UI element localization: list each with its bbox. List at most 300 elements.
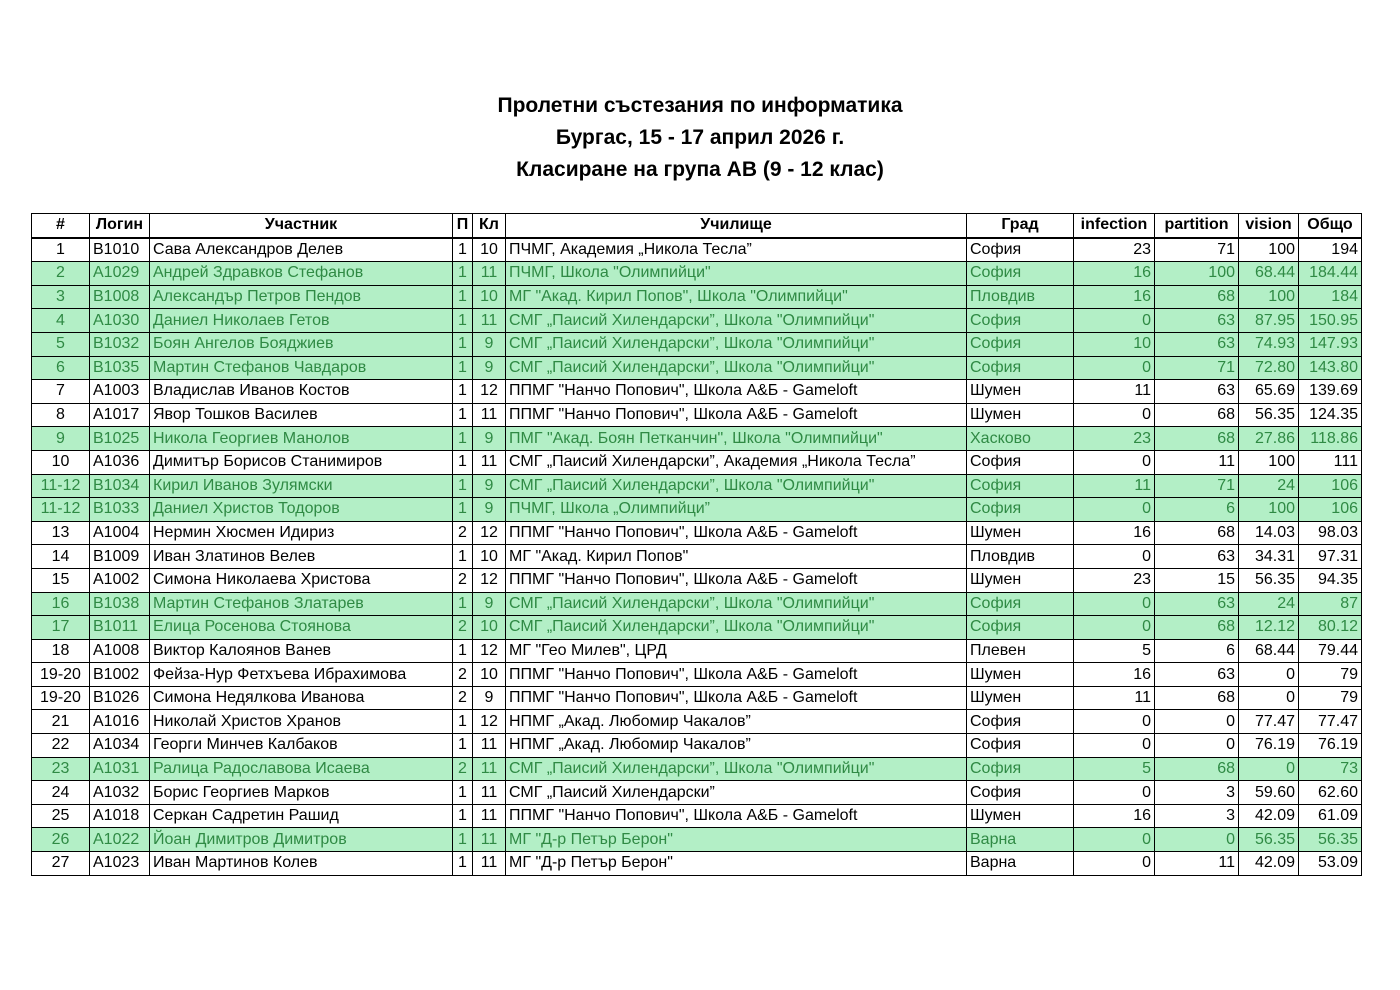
col-header-participant: Участник xyxy=(150,214,453,238)
cell-participant: Симона Николаева Христова xyxy=(150,568,453,592)
cell-rank: 11-12 xyxy=(32,474,90,498)
cell-school: ППМГ "Нанчо Попович", Школа А&Б - Gameloft xyxy=(506,663,967,687)
col-header-infection: infection xyxy=(1074,214,1155,238)
cell-grade: 10 xyxy=(473,238,506,262)
cell-login: A1017 xyxy=(90,403,150,427)
cell-rank: 6 xyxy=(32,356,90,380)
cell-school: СМГ „Паисий Хилендарски”, Школа "Олимпийци" xyxy=(506,592,967,616)
cell-total: 87 xyxy=(1299,592,1362,616)
cell-infection: 11 xyxy=(1074,686,1155,710)
cell-partition: 68 xyxy=(1155,616,1239,640)
cell-infection: 10 xyxy=(1074,332,1155,356)
cell-participant: Даниел Николаев Гетов xyxy=(150,309,453,333)
cell-infection: 11 xyxy=(1074,380,1155,404)
cell-infection: 0 xyxy=(1074,734,1155,758)
cell-p: 1 xyxy=(453,238,473,262)
cell-partition: 0 xyxy=(1155,734,1239,758)
col-header-city: Град xyxy=(967,214,1074,238)
cell-grade: 12 xyxy=(473,710,506,734)
cell-p: 2 xyxy=(453,568,473,592)
col-header-login: Логин xyxy=(90,214,150,238)
cell-city: Пловдив xyxy=(967,545,1074,569)
cell-grade: 11 xyxy=(473,804,506,828)
cell-infection: 16 xyxy=(1074,285,1155,309)
cell-participant: Даниел Христов Тодоров xyxy=(150,498,453,522)
cell-school: СМГ „Паисий Хилендарски”, Школа "Олимпийци" xyxy=(506,474,967,498)
cell-total: 97.31 xyxy=(1299,545,1362,569)
cell-vision: 56.35 xyxy=(1239,568,1299,592)
cell-login: A1004 xyxy=(90,521,150,545)
cell-participant: Владислав Иванов Костов xyxy=(150,380,453,404)
cell-partition: 68 xyxy=(1155,427,1239,451)
cell-rank: 15 xyxy=(32,568,90,592)
cell-login: A1002 xyxy=(90,568,150,592)
cell-login: A1036 xyxy=(90,450,150,474)
cell-p: 1 xyxy=(453,356,473,380)
cell-total: 73 xyxy=(1299,757,1362,781)
cell-grade: 11 xyxy=(473,734,506,758)
cell-vision: 100 xyxy=(1239,285,1299,309)
cell-city: Шумен xyxy=(967,804,1074,828)
cell-partition: 68 xyxy=(1155,285,1239,309)
cell-participant: Боян Ангелов Бояджиев xyxy=(150,332,453,356)
cell-city: София xyxy=(967,781,1074,805)
cell-city: София xyxy=(967,710,1074,734)
cell-login: A1022 xyxy=(90,828,150,852)
cell-total: 147.93 xyxy=(1299,332,1362,356)
cell-participant: Иван Мартинов Колев xyxy=(150,852,453,876)
cell-city: Плевен xyxy=(967,639,1074,663)
cell-infection: 16 xyxy=(1074,663,1155,687)
cell-city: Варна xyxy=(967,828,1074,852)
cell-total: 118.86 xyxy=(1299,427,1362,451)
cell-login: B1011 xyxy=(90,616,150,640)
cell-total: 106 xyxy=(1299,474,1362,498)
table-row xyxy=(32,734,1362,758)
cell-grade: 12 xyxy=(473,521,506,545)
cell-login: A1032 xyxy=(90,781,150,805)
cell-school: СМГ „Паисий Хилендарски”, Академия „Никола Тесла” xyxy=(506,450,967,474)
cell-participant: Фейза-Нур Фетхъева Ибрахимова xyxy=(150,663,453,687)
cell-total: 94.35 xyxy=(1299,568,1362,592)
cell-infection: 23 xyxy=(1074,568,1155,592)
cell-grade: 11 xyxy=(473,403,506,427)
cell-school: СМГ „Паисий Хилендарски”, Школа "Олимпийци" xyxy=(506,356,967,380)
cell-p: 1 xyxy=(453,710,473,734)
cell-participant: Сава Александров Делев xyxy=(150,238,453,262)
cell-partition: 11 xyxy=(1155,852,1239,876)
cell-vision: 24 xyxy=(1239,592,1299,616)
cell-rank: 19-20 xyxy=(32,686,90,710)
cell-city: Варна xyxy=(967,852,1074,876)
cell-school: ППМГ "Нанчо Попович", Школа А&Б - Gameloft xyxy=(506,686,967,710)
cell-vision: 87.95 xyxy=(1239,309,1299,333)
cell-partition: 6 xyxy=(1155,498,1239,522)
cell-participant: Кирил Иванов Зулямски xyxy=(150,474,453,498)
cell-vision: 27.86 xyxy=(1239,427,1299,451)
cell-participant: Серкан Садретин Рашид xyxy=(150,804,453,828)
cell-school: СМГ „Паисий Хилендарски”, Школа "Олимпийци" xyxy=(506,332,967,356)
cell-partition: 68 xyxy=(1155,686,1239,710)
cell-participant: Елица Росенова Стоянова xyxy=(150,616,453,640)
cell-total: 184.44 xyxy=(1299,262,1362,286)
table-row xyxy=(32,686,1362,710)
cell-p: 1 xyxy=(453,498,473,522)
cell-partition: 71 xyxy=(1155,474,1239,498)
cell-total: 77.47 xyxy=(1299,710,1362,734)
cell-total: 139.69 xyxy=(1299,380,1362,404)
cell-city: Шумен xyxy=(967,403,1074,427)
cell-city: Шумен xyxy=(967,568,1074,592)
cell-school: ППМГ "Нанчо Попович", Школа А&Б - Gameloft xyxy=(506,804,967,828)
col-header-school: Училище xyxy=(506,214,967,238)
cell-grade: 10 xyxy=(473,663,506,687)
cell-grade: 9 xyxy=(473,498,506,522)
cell-infection: 23 xyxy=(1074,427,1155,451)
cell-vision: 14.03 xyxy=(1239,521,1299,545)
cell-p: 1 xyxy=(453,592,473,616)
table-row xyxy=(32,498,1362,522)
col-header-grade: Кл xyxy=(473,214,506,238)
cell-grade: 12 xyxy=(473,568,506,592)
cell-p: 2 xyxy=(453,663,473,687)
cell-city: Пловдив xyxy=(967,285,1074,309)
cell-infection: 0 xyxy=(1074,309,1155,333)
cell-school: ППМГ "Нанчо Попович", Школа А&Б - Gameloft xyxy=(506,521,967,545)
cell-login: A1016 xyxy=(90,710,150,734)
cell-partition: 3 xyxy=(1155,804,1239,828)
cell-school: ПМГ "Акад. Боян Петканчин", Школа "Олимпийци" xyxy=(506,427,967,451)
cell-total: 53.09 xyxy=(1299,852,1362,876)
cell-login: B1008 xyxy=(90,285,150,309)
cell-participant: Явор Тошков Василев xyxy=(150,403,453,427)
cell-rank: 23 xyxy=(32,757,90,781)
cell-p: 1 xyxy=(453,781,473,805)
col-header-rank: # xyxy=(32,214,90,238)
cell-school: ППМГ "Нанчо Попович", Школа А&Б - Gameloft xyxy=(506,380,967,404)
cell-login: B1026 xyxy=(90,686,150,710)
table-row xyxy=(32,639,1362,663)
cell-total: 79 xyxy=(1299,663,1362,687)
table-row xyxy=(32,804,1362,828)
cell-school: СМГ „Паисий Хилендарски” xyxy=(506,781,967,805)
cell-p: 2 xyxy=(453,521,473,545)
col-header-p: П xyxy=(453,214,473,238)
cell-infection: 5 xyxy=(1074,757,1155,781)
cell-partition: 6 xyxy=(1155,639,1239,663)
cell-partition: 15 xyxy=(1155,568,1239,592)
cell-rank: 24 xyxy=(32,781,90,805)
cell-vision: 24 xyxy=(1239,474,1299,498)
cell-partition: 63 xyxy=(1155,545,1239,569)
cell-participant: Александър Петров Пендов xyxy=(150,285,453,309)
cell-rank: 21 xyxy=(32,710,90,734)
cell-grade: 11 xyxy=(473,781,506,805)
title-line-location-date: Бургас, 15 - 17 април 2026 г. xyxy=(555,126,845,149)
cell-school: МГ "Д-р Петър Берон" xyxy=(506,828,967,852)
cell-city: Шумен xyxy=(967,663,1074,687)
cell-partition: 71 xyxy=(1155,356,1239,380)
cell-grade: 11 xyxy=(473,828,506,852)
cell-vision: 65.69 xyxy=(1239,380,1299,404)
cell-p: 1 xyxy=(453,285,473,309)
cell-login: A1030 xyxy=(90,309,150,333)
cell-infection: 23 xyxy=(1074,238,1155,262)
cell-grade: 9 xyxy=(473,686,506,710)
document-title xyxy=(0,90,1400,186)
cell-rank: 3 xyxy=(32,285,90,309)
cell-login: B1032 xyxy=(90,332,150,356)
cell-participant: Иван Златинов Велев xyxy=(150,545,453,569)
cell-participant: Виктор Калоянов Ванев xyxy=(150,639,453,663)
cell-p: 1 xyxy=(453,545,473,569)
cell-partition: 71 xyxy=(1155,238,1239,262)
cell-city: София xyxy=(967,498,1074,522)
cell-participant: Мартин Стефанов Златарев xyxy=(150,592,453,616)
cell-grade: 9 xyxy=(473,427,506,451)
cell-total: 143.80 xyxy=(1299,356,1362,380)
cell-participant: Никола Георгиев Манолов xyxy=(150,427,453,451)
table-row xyxy=(32,616,1362,640)
cell-city: София xyxy=(967,356,1074,380)
cell-city: София xyxy=(967,592,1074,616)
cell-school: МГ "Д-р Петър Берон" xyxy=(506,852,967,876)
cell-vision: 56.35 xyxy=(1239,828,1299,852)
table-row xyxy=(32,380,1362,404)
cell-vision: 68.44 xyxy=(1239,262,1299,286)
table-row xyxy=(32,781,1362,805)
cell-city: София xyxy=(967,450,1074,474)
cell-p: 1 xyxy=(453,380,473,404)
table-row xyxy=(32,356,1362,380)
cell-infection: 0 xyxy=(1074,545,1155,569)
cell-total: 79 xyxy=(1299,686,1362,710)
cell-p: 1 xyxy=(453,332,473,356)
cell-partition: 63 xyxy=(1155,309,1239,333)
cell-city: София xyxy=(967,332,1074,356)
cell-rank: 17 xyxy=(32,616,90,640)
cell-school: НПМГ „Акад. Любомир Чакалов” xyxy=(506,710,967,734)
title-line-competition: Пролетни състезания по информатика xyxy=(497,94,903,117)
cell-vision: 68.44 xyxy=(1239,639,1299,663)
col-header-partition: partition xyxy=(1155,214,1239,238)
cell-partition: 68 xyxy=(1155,403,1239,427)
cell-infection: 0 xyxy=(1074,710,1155,734)
cell-grade: 10 xyxy=(473,285,506,309)
cell-city: София xyxy=(967,616,1074,640)
cell-partition: 0 xyxy=(1155,710,1239,734)
cell-login: B1009 xyxy=(90,545,150,569)
cell-p: 1 xyxy=(453,804,473,828)
cell-infection: 5 xyxy=(1074,639,1155,663)
cell-partition: 68 xyxy=(1155,521,1239,545)
cell-rank: 4 xyxy=(32,309,90,333)
cell-p: 1 xyxy=(453,309,473,333)
cell-city: Шумен xyxy=(967,380,1074,404)
cell-infection: 0 xyxy=(1074,781,1155,805)
cell-infection: 0 xyxy=(1074,828,1155,852)
cell-login: B1035 xyxy=(90,356,150,380)
cell-vision: 77.47 xyxy=(1239,710,1299,734)
cell-rank: 16 xyxy=(32,592,90,616)
cell-rank: 2 xyxy=(32,262,90,286)
cell-login: B1002 xyxy=(90,663,150,687)
cell-vision: 42.09 xyxy=(1239,852,1299,876)
results-table xyxy=(31,213,1362,876)
table-row xyxy=(32,262,1362,286)
cell-vision: 100 xyxy=(1239,450,1299,474)
cell-infection: 0 xyxy=(1074,403,1155,427)
cell-partition: 63 xyxy=(1155,380,1239,404)
cell-school: ППМГ "Нанчо Попович", Школа А&Б - Gameloft xyxy=(506,568,967,592)
cell-school: ПЧМГ, Академия „Никола Тесла” xyxy=(506,238,967,262)
cell-school: ППМГ "Нанчо Попович", Школа А&Б - Gameloft xyxy=(506,403,967,427)
cell-p: 1 xyxy=(453,639,473,663)
cell-vision: 56.35 xyxy=(1239,403,1299,427)
cell-login: A1018 xyxy=(90,804,150,828)
cell-school: НПМГ „Акад. Любомир Чакалов” xyxy=(506,734,967,758)
cell-rank: 27 xyxy=(32,852,90,876)
cell-vision: 100 xyxy=(1239,238,1299,262)
cell-participant: Борис Георгиев Марков xyxy=(150,781,453,805)
cell-grade: 12 xyxy=(473,639,506,663)
cell-partition: 63 xyxy=(1155,663,1239,687)
cell-vision: 42.09 xyxy=(1239,804,1299,828)
cell-login: B1034 xyxy=(90,474,150,498)
cell-school: МГ "Акад. Кирил Попов", Школа "Олимпийци" xyxy=(506,285,967,309)
cell-login: B1033 xyxy=(90,498,150,522)
cell-rank: 14 xyxy=(32,545,90,569)
cell-infection: 0 xyxy=(1074,852,1155,876)
cell-grade: 10 xyxy=(473,616,506,640)
cell-grade: 9 xyxy=(473,474,506,498)
cell-vision: 0 xyxy=(1239,663,1299,687)
cell-p: 1 xyxy=(453,450,473,474)
cell-total: 79.44 xyxy=(1299,639,1362,663)
cell-rank: 13 xyxy=(32,521,90,545)
table-row xyxy=(32,309,1362,333)
table-row xyxy=(32,592,1362,616)
cell-participant: Андрей Здравков Стефанов xyxy=(150,262,453,286)
table-row xyxy=(32,238,1362,262)
cell-participant: Мартин Стефанов Чавдаров xyxy=(150,356,453,380)
cell-city: Шумен xyxy=(967,686,1074,710)
cell-participant: Николай Христов Хранов xyxy=(150,710,453,734)
cell-infection: 0 xyxy=(1074,616,1155,640)
cell-total: 111 xyxy=(1299,450,1362,474)
table-row xyxy=(32,710,1362,734)
title-line-ranking-group: Класиране на група AB (9 - 12 клас) xyxy=(516,158,884,181)
cell-grade: 11 xyxy=(473,262,506,286)
cell-infection: 16 xyxy=(1074,521,1155,545)
cell-p: 1 xyxy=(453,852,473,876)
cell-grade: 12 xyxy=(473,380,506,404)
cell-participant: Георги Минчев Калбаков xyxy=(150,734,453,758)
table-row xyxy=(32,852,1362,876)
cell-p: 2 xyxy=(453,616,473,640)
cell-participant: Йоан Димитров Димитров xyxy=(150,828,453,852)
cell-school: ПЧМГ, Школа „Олимпийци” xyxy=(506,498,967,522)
table-row xyxy=(32,521,1362,545)
cell-city: София xyxy=(967,309,1074,333)
cell-total: 150.95 xyxy=(1299,309,1362,333)
cell-school: ПЧМГ, Школа "Олимпийци" xyxy=(506,262,967,286)
cell-infection: 0 xyxy=(1074,498,1155,522)
cell-vision: 100 xyxy=(1239,498,1299,522)
cell-participant: Симона Недялкова Иванова xyxy=(150,686,453,710)
cell-login: A1008 xyxy=(90,639,150,663)
cell-total: 62.60 xyxy=(1299,781,1362,805)
cell-rank: 8 xyxy=(32,403,90,427)
cell-total: 76.19 xyxy=(1299,734,1362,758)
cell-rank: 11-12 xyxy=(32,498,90,522)
cell-total: 56.35 xyxy=(1299,828,1362,852)
cell-total: 124.35 xyxy=(1299,403,1362,427)
cell-partition: 0 xyxy=(1155,828,1239,852)
header-row xyxy=(32,214,1362,238)
cell-school: МГ "Гео Милев", ЦРД xyxy=(506,639,967,663)
cell-login: B1025 xyxy=(90,427,150,451)
cell-grade: 11 xyxy=(473,852,506,876)
table-row xyxy=(32,450,1362,474)
cell-rank: 9 xyxy=(32,427,90,451)
cell-rank: 25 xyxy=(32,804,90,828)
cell-partition: 68 xyxy=(1155,757,1239,781)
cell-p: 1 xyxy=(453,427,473,451)
cell-vision: 12.12 xyxy=(1239,616,1299,640)
col-header-vision: vision xyxy=(1239,214,1299,238)
cell-rank: 22 xyxy=(32,734,90,758)
cell-login: A1029 xyxy=(90,262,150,286)
cell-school: СМГ „Паисий Хилендарски”, Школа "Олимпийци" xyxy=(506,757,967,781)
cell-rank: 1 xyxy=(32,238,90,262)
cell-participant: Димитър Борисов Станимиров xyxy=(150,450,453,474)
cell-rank: 5 xyxy=(32,332,90,356)
cell-p: 2 xyxy=(453,757,473,781)
table-row xyxy=(32,545,1362,569)
cell-city: София xyxy=(967,757,1074,781)
cell-rank: 26 xyxy=(32,828,90,852)
cell-vision: 72.80 xyxy=(1239,356,1299,380)
cell-partition: 63 xyxy=(1155,332,1239,356)
cell-p: 1 xyxy=(453,403,473,427)
cell-partition: 100 xyxy=(1155,262,1239,286)
cell-login: A1023 xyxy=(90,852,150,876)
cell-total: 184 xyxy=(1299,285,1362,309)
cell-grade: 10 xyxy=(473,545,506,569)
cell-login: A1003 xyxy=(90,380,150,404)
cell-p: 1 xyxy=(453,474,473,498)
table-row xyxy=(32,427,1362,451)
cell-grade: 9 xyxy=(473,332,506,356)
cell-grade: 9 xyxy=(473,356,506,380)
cell-infection: 0 xyxy=(1074,592,1155,616)
cell-login: B1038 xyxy=(90,592,150,616)
cell-school: СМГ „Паисий Хилендарски”, Школа "Олимпийци" xyxy=(506,616,967,640)
cell-rank: 19-20 xyxy=(32,663,90,687)
cell-total: 194 xyxy=(1299,238,1362,262)
cell-infection: 0 xyxy=(1074,450,1155,474)
cell-vision: 74.93 xyxy=(1239,332,1299,356)
cell-school: СМГ „Паисий Хилендарски”, Школа "Олимпийци" xyxy=(506,309,967,333)
cell-vision: 76.19 xyxy=(1239,734,1299,758)
cell-vision: 59.60 xyxy=(1239,781,1299,805)
cell-grade: 11 xyxy=(473,757,506,781)
results-body xyxy=(32,238,1362,876)
table-row xyxy=(32,663,1362,687)
cell-city: София xyxy=(967,238,1074,262)
cell-p: 2 xyxy=(453,686,473,710)
